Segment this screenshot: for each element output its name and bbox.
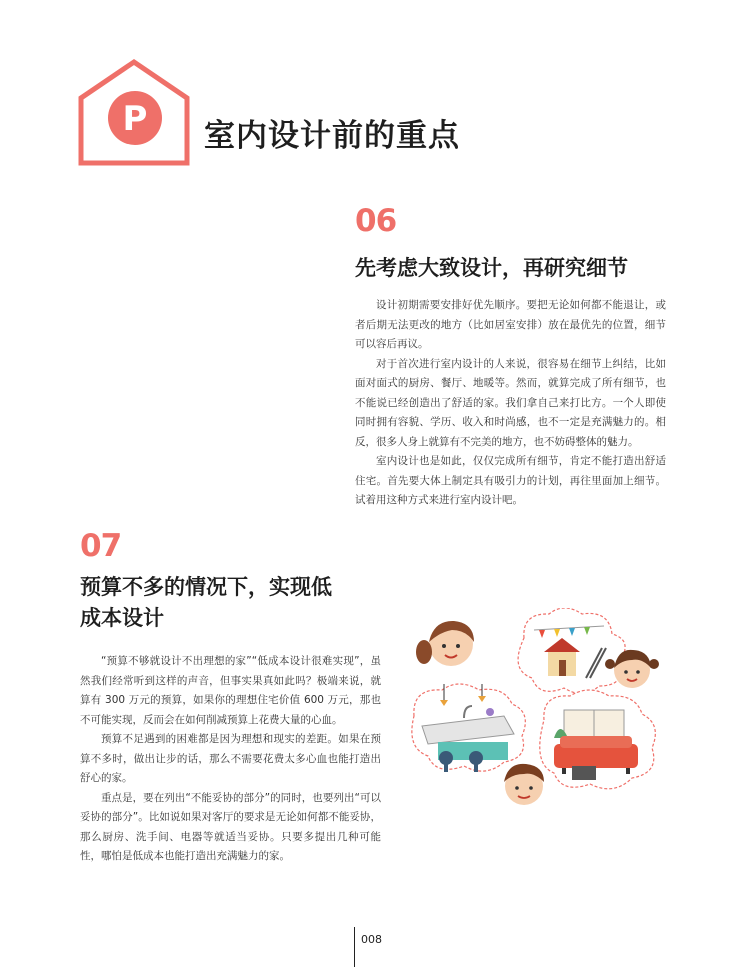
- section-06-number: 06: [355, 203, 397, 239]
- section-07-heading-line1: 预算不多的情况下，实现低: [80, 575, 332, 599]
- page-title: 室内设计前的重点: [204, 118, 460, 154]
- section-07-heading: [80, 572, 400, 634]
- section-07-paragraph: “预算不够就设计不出理想的家”“低成本设计很难实现”，虽然我们经常听到这样的声音，但事实果真如此吗？极端来说，就算有 300 万元的预算，如果你的理想住宅价值 600 万元，那也不可能实现，反而会在如何削减预算上花费大量的心血。: [80, 655, 381, 726]
- section-07-number: 07: [80, 528, 122, 564]
- girl-face-icon: [416, 621, 474, 666]
- page-number: 008: [361, 933, 382, 946]
- kitchen-thought-cloud: [412, 684, 525, 772]
- section-06-body: [355, 296, 666, 511]
- section-06-heading: 先考虑大致设计，再研究细节: [355, 256, 628, 280]
- family-home-illustration: [404, 608, 666, 808]
- living-room-thought-cloud: [540, 690, 656, 789]
- badge-letter: P: [122, 99, 148, 139]
- section-07-body: [80, 652, 381, 867]
- section-06-paragraph: 设计初期需要安排好优先顺序。要把无论如何都不能退让，或者后期无法更改的地方（比如居室安排）放在最优先的位置，细节可以容后再议。: [355, 299, 666, 350]
- section-07-paragraph: 重点是，要在列出“不能妥协的部分”的同时，也要列出“可以妥协的部分”。比如说如果对客厅的要求是无论如何都不能妥协，那么厨房、洗手间、电器等就适当妥协。只要多提出几种可能性，哪怕是低成本也能打造出充满魅力的家。: [80, 791, 381, 862]
- house-badge-icon: [78, 58, 190, 166]
- section-06-paragraph: 室内设计也是如此，仅仅完成所有细节，肯定不能打造出舒适住宅。首先要大体上制定具有吸引力的计划，再往里面加上细节。试着用这种方式来进行室内设计吧。: [355, 455, 666, 506]
- section-07-heading-line2: 成本设计: [80, 606, 164, 630]
- section-06-paragraph: 对于首次进行室内设计的人来说，很容易在细节上纠结，比如面对面式的厨房、餐厅、地暖等。然而，就算完成了所有细节，也不能说已经创造出了舒适的家。我们拿自己来打比方。一个人即使同时拥有容貌、学历、收入和时尚感，也不一定是充满魅力的。相反，很多人身上就算有不完美的地方，也不妨碍整体的魅力。: [355, 357, 666, 448]
- boy-face-icon: [504, 764, 544, 805]
- house-thought-cloud: [518, 608, 625, 694]
- section-07-paragraph: 预算不足遇到的困难都是因为理想和现实的差距。如果在预算不多时，做出让步的话，那么不需要花费太多心血也能打造出舒心的家。: [80, 733, 381, 784]
- footer-divider: [354, 927, 355, 967]
